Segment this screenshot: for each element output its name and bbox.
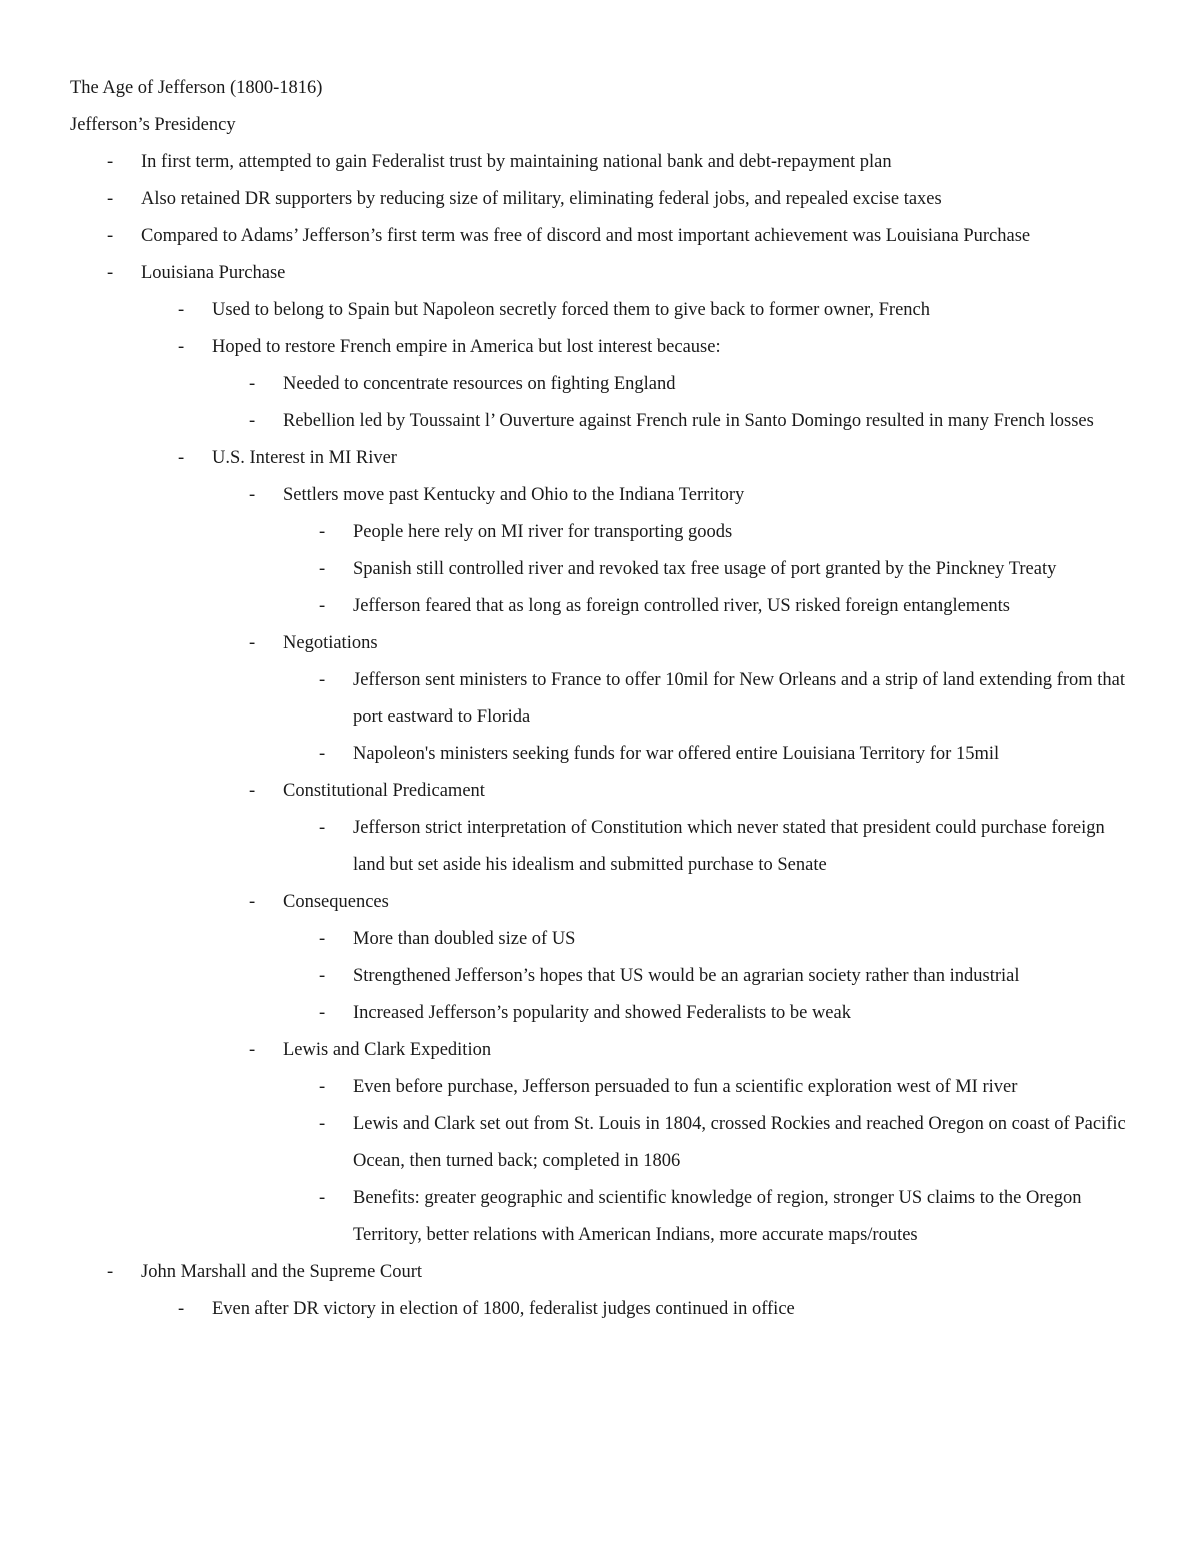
bullet-dash: - (107, 189, 114, 209)
outline-item (178, 1291, 1140, 1328)
outline-item-text: Constitutional Predicament (283, 781, 485, 801)
outline-item-text: Settlers move past Kentucky and Ohio to the Indiana Territory (283, 485, 745, 505)
outline-item (319, 588, 1140, 625)
outline-item (107, 144, 1140, 181)
bullet-dash: - (319, 596, 326, 616)
outline-item-text: Even after DR victory in election of 1800, federalist judges continued in office (212, 1299, 795, 1319)
outline-item-text: U.S. Interest in MI River (212, 448, 397, 468)
bullet-dash: - (249, 633, 256, 653)
bullet-dash: - (249, 1040, 256, 1060)
outline-item (249, 477, 1140, 514)
bullet-dash: - (319, 670, 326, 690)
section-heading: Jefferson’s Presidency (70, 115, 236, 135)
outline-item (178, 292, 1140, 329)
outline-item (319, 662, 1140, 736)
outline-item (249, 403, 1140, 440)
bullet-dash: - (319, 1114, 326, 1134)
outline-item (107, 1254, 1140, 1291)
outline-item-text: Used to belong to Spain but Napoleon secretly forced them to give back to former owner, French (212, 300, 930, 320)
bullet-dash: - (178, 300, 185, 320)
outline-item (319, 736, 1140, 773)
outline-item-text: Needed to concentrate resources on fighting England (283, 374, 676, 394)
outline-item (319, 551, 1140, 588)
outline-item-text: Lewis and Clark Expedition (283, 1040, 492, 1060)
bullet-dash: - (319, 1077, 326, 1097)
outline-item (319, 514, 1140, 551)
outline-item-text: Consequences (283, 892, 389, 912)
outline-list (70, 144, 1140, 1328)
document-title: The Age of Jefferson (1800-1816) (70, 78, 323, 98)
outline-item-text: Even before purchase, Jefferson persuaded to fun a scientific exploration west of MI river (353, 1077, 1018, 1097)
bullet-dash: - (107, 152, 114, 172)
outline-item-text: More than doubled size of US (353, 929, 576, 949)
outline-item (249, 625, 1140, 662)
outline-item (249, 366, 1140, 403)
bullet-dash: - (319, 1188, 326, 1208)
bullet-dash: - (249, 374, 256, 394)
outline-item-text: Negotiations (283, 633, 378, 653)
outline-item-text: People here rely on MI river for transporting goods (353, 522, 733, 542)
bullet-dash: - (249, 781, 256, 801)
outline-item (107, 218, 1140, 255)
outline-item-text: Strengthened Jefferson’s hopes that US would be an agrarian society rather than industrial (353, 966, 1020, 986)
bullet-dash: - (178, 448, 185, 468)
bullet-dash: - (319, 744, 326, 764)
outline-item-text: Increased Jefferson’s popularity and showed Federalists to be weak (353, 1003, 851, 1023)
outline-item (249, 773, 1140, 810)
outline-item (107, 181, 1140, 218)
outline-item (319, 958, 1140, 995)
bullet-dash: - (107, 226, 114, 246)
bullet-dash: - (107, 263, 114, 283)
bullet-dash: - (319, 1003, 326, 1023)
outline-item-text: Jefferson strict interpretation of Constitution which never stated that president could purchase foreign land but set aside his idealism and submitted purchase to Senate (353, 818, 1105, 875)
bullet-dash: - (178, 337, 185, 357)
outline-item-text: Lewis and Clark set out from St. Louis in 1804, crossed Rockies and reached Oregon on coast of Pacific Ocean, then turned back; completed in 1806 (353, 1114, 1126, 1171)
bullet-dash: - (319, 966, 326, 986)
outline-item-text: Napoleon's ministers seeking funds for war offered entire Louisiana Territory for 15mil (353, 744, 1000, 764)
bullet-dash: - (319, 818, 326, 838)
bullet-dash: - (249, 892, 256, 912)
outline-item-text: Jefferson feared that as long as foreign controlled river, US risked foreign entanglements (353, 596, 1010, 616)
bullet-dash: - (249, 411, 256, 431)
document-body (70, 70, 1140, 1328)
outline-item (319, 995, 1140, 1032)
outline-item-text: Spanish still controlled river and revoked tax free usage of port granted by the Pinckney Treaty (353, 559, 1057, 579)
outline-item-text: Compared to Adams’ Jefferson’s first term was free of discord and most important achievement was Louisiana Purchase (141, 226, 1031, 246)
outline-item (319, 810, 1140, 884)
outline-item (107, 255, 1140, 292)
bullet-dash: - (319, 559, 326, 579)
outline-item-text: Hoped to restore French empire in America but lost interest because: (212, 337, 721, 357)
bullet-dash: - (107, 1262, 114, 1282)
outline-item-text: In first term, attempted to gain Federalist trust by maintaining national bank and debt-repayment plan (141, 152, 892, 172)
outline-item (249, 884, 1140, 921)
bullet-dash: - (319, 522, 326, 542)
bullet-dash: - (178, 1299, 185, 1319)
bullet-dash: - (319, 929, 326, 949)
outline-item (319, 1069, 1140, 1106)
outline-item (249, 1032, 1140, 1069)
outline-item (178, 440, 1140, 477)
outline-item (319, 921, 1140, 958)
outline-item (319, 1106, 1140, 1180)
outline-item-text: Jefferson sent ministers to France to offer 10mil for New Orleans and a strip of land extending from that port eastward to Florida (353, 670, 1126, 727)
outline-item-text: Louisiana Purchase (141, 263, 286, 283)
outline-item (178, 329, 1140, 366)
outline-item-text: Rebellion led by Toussaint l’ Ouverture against French rule in Santo Domingo resulted in many French losses (283, 411, 1094, 431)
outline-item-text: Benefits: greater geographic and scientific knowledge of region, stronger US claims to the Oregon Territory, better relations with American Indians, more accurate maps/routes (353, 1188, 1082, 1245)
outline-item (319, 1180, 1140, 1254)
bullet-dash: - (249, 485, 256, 505)
outline-item-text: Also retained DR supporters by reducing size of military, eliminating federal jobs, and repealed excise taxes (141, 189, 942, 209)
outline-item-text: John Marshall and the Supreme Court (141, 1262, 423, 1282)
